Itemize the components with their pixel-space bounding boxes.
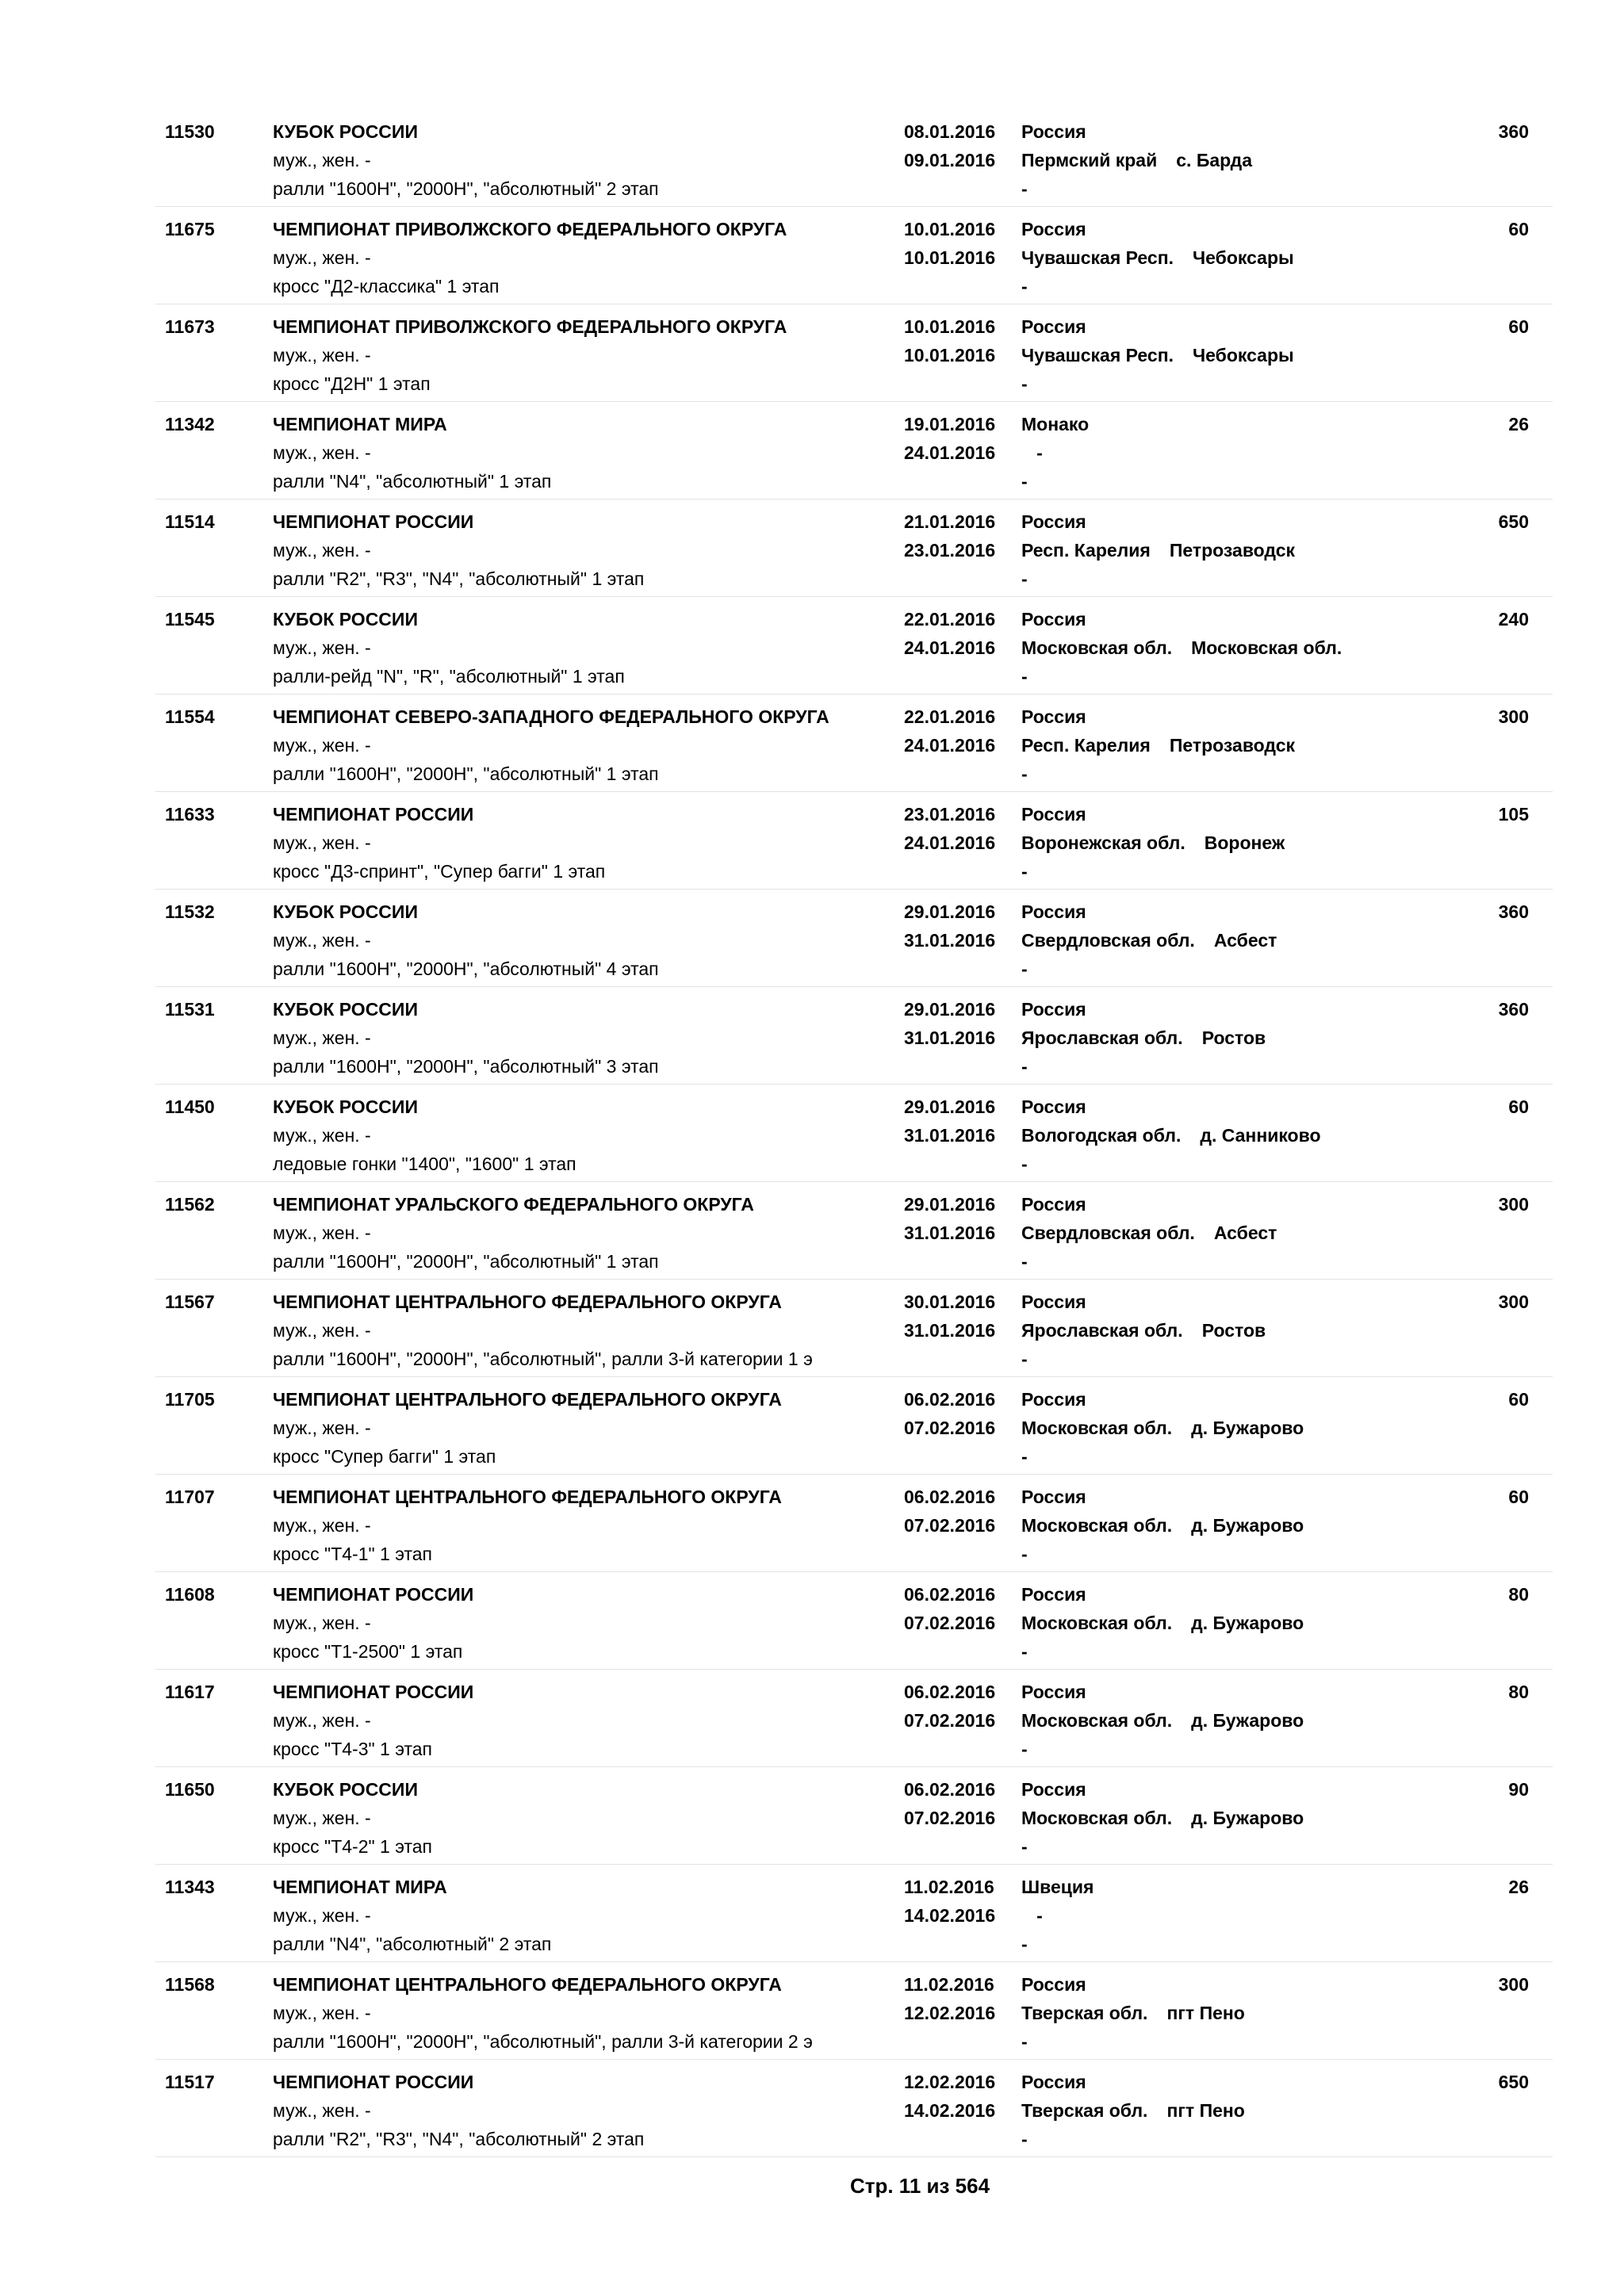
event-title: КУБОК РОССИИ bbox=[273, 901, 418, 922]
event-gender: муж., жен. - bbox=[273, 1320, 371, 1341]
event-country: Монако bbox=[1021, 414, 1090, 434]
event-dash: - bbox=[1021, 373, 1028, 394]
event-participants: 26 bbox=[1508, 414, 1529, 434]
event-row bbox=[155, 1670, 1553, 1767]
event-participants: 360 bbox=[1498, 121, 1529, 142]
event-row bbox=[155, 1767, 1553, 1865]
event-row bbox=[155, 499, 1553, 597]
event-place: Асбест bbox=[1213, 930, 1277, 951]
event-row bbox=[155, 597, 1553, 695]
event-discipline: кросс "Супер багги" 1 этап bbox=[273, 1446, 496, 1467]
event-region: Ярославская обл. bbox=[1021, 1320, 1183, 1341]
event-participants: 80 bbox=[1508, 1682, 1529, 1702]
event-location bbox=[1021, 1222, 1277, 1244]
event-gender: муж., жен. - bbox=[273, 930, 371, 951]
event-discipline: ралли "1600Н", "2000Н", "абсолютный", ралли 3-й категории 1 э bbox=[273, 1349, 813, 1369]
event-location bbox=[1021, 247, 1294, 269]
event-participants: 90 bbox=[1508, 1779, 1529, 1800]
event-country: Россия bbox=[1021, 511, 1086, 532]
event-participants: 60 bbox=[1508, 1096, 1529, 1117]
event-region: Чувашская Респ. bbox=[1021, 247, 1174, 268]
event-discipline: ралли "1600Н", "2000Н", "абсолютный", ралли 3-й категории 2 э bbox=[273, 2031, 813, 2052]
event-end-date: 07.02.2016 bbox=[904, 1808, 996, 1828]
event-discipline: ралли-рейд "N", "R", "абсолютный" 1 этап bbox=[273, 666, 625, 687]
event-region: Московская обл. bbox=[1021, 1418, 1173, 1438]
event-location bbox=[1021, 2099, 1245, 2122]
event-country: Россия bbox=[1021, 2072, 1086, 2092]
event-start-date: 11.02.2016 bbox=[904, 1877, 994, 1897]
event-row bbox=[155, 1377, 1553, 1475]
event-start-date: 06.02.2016 bbox=[904, 1487, 996, 1507]
event-location bbox=[1021, 734, 1295, 756]
event-country: Россия bbox=[1021, 1682, 1086, 1702]
event-region: Московская обл. bbox=[1021, 1808, 1173, 1828]
event-region: Свердловская обл. bbox=[1021, 930, 1195, 951]
event-id: 11343 bbox=[165, 1877, 215, 1897]
event-row bbox=[155, 1572, 1553, 1670]
event-location bbox=[1021, 929, 1277, 951]
event-discipline: кросс "Д2-классика" 1 этап bbox=[273, 276, 500, 297]
event-dash: - bbox=[1021, 1934, 1028, 1954]
event-id: 11650 bbox=[165, 1779, 215, 1800]
event-gender: муж., жен. - bbox=[273, 2100, 371, 2121]
event-location bbox=[1021, 1417, 1304, 1439]
event-discipline: ралли "N4", "абсолютный" 1 этап bbox=[273, 471, 552, 492]
event-gender: муж., жен. - bbox=[273, 1418, 371, 1438]
event-title: ЧЕМПИОНАТ ЦЕНТРАЛЬНОГО ФЕДЕРАЛЬНОГО ОКРУГА bbox=[273, 1487, 782, 1507]
event-place: д. Бужарово bbox=[1191, 1710, 1304, 1731]
event-region: Московская обл. bbox=[1021, 637, 1173, 658]
event-end-date: 07.02.2016 bbox=[904, 1418, 996, 1438]
event-dash: - bbox=[1021, 763, 1028, 784]
event-id: 11675 bbox=[165, 219, 215, 239]
event-title: ЧЕМПИОНАТ УРАЛЬСКОГО ФЕДЕРАЛЬНОГО ОКРУГА bbox=[273, 1194, 754, 1215]
event-gender: муж., жен. - bbox=[273, 1515, 371, 1536]
event-title: ЧЕМПИОНАТ ПРИВОЛЖСКОГО ФЕДЕРАЛЬНОГО ОКРУГА bbox=[273, 219, 787, 239]
event-start-date: 29.01.2016 bbox=[904, 1096, 996, 1117]
event-location bbox=[1021, 1124, 1321, 1146]
event-id: 11568 bbox=[165, 1974, 215, 1995]
event-country: Россия bbox=[1021, 1584, 1086, 1605]
event-discipline: кросс "Д3-спринт", "Супер багги" 1 этап bbox=[273, 861, 606, 882]
event-dash: - bbox=[1021, 666, 1028, 687]
event-region: Воронежская обл. bbox=[1021, 832, 1185, 853]
event-title: ЧЕМПИОНАТ СЕВЕРО-ЗАПАДНОГО ФЕДЕРАЛЬНОГО ОКРУГА bbox=[273, 706, 829, 727]
event-id: 11517 bbox=[165, 2072, 215, 2092]
event-location bbox=[1021, 2002, 1245, 2024]
event-row bbox=[155, 304, 1553, 402]
event-place: Ростов bbox=[1201, 1320, 1266, 1341]
event-location bbox=[1021, 344, 1294, 366]
event-location bbox=[1021, 1807, 1304, 1829]
event-place: Чебоксары bbox=[1193, 247, 1294, 268]
event-participants: 60 bbox=[1508, 1389, 1529, 1410]
event-id: 11562 bbox=[165, 1194, 215, 1215]
event-start-date: 21.01.2016 bbox=[904, 511, 996, 532]
event-location bbox=[1021, 1514, 1304, 1536]
event-row bbox=[155, 1962, 1553, 2060]
event-title: ЧЕМПИОНАТ МИРА bbox=[273, 414, 447, 434]
event-participants: 650 bbox=[1498, 2072, 1529, 2092]
event-participants: 650 bbox=[1498, 511, 1529, 532]
event-region: Вологодская обл. bbox=[1021, 1125, 1182, 1146]
event-region: Чувашская Респ. bbox=[1021, 345, 1174, 365]
event-start-date: 10.01.2016 bbox=[904, 316, 996, 337]
event-dash: - bbox=[1021, 1739, 1028, 1759]
event-end-date: 10.01.2016 bbox=[904, 345, 996, 365]
event-place: Воронеж bbox=[1204, 832, 1285, 853]
event-start-date: 22.01.2016 bbox=[904, 609, 996, 629]
event-start-date: 29.01.2016 bbox=[904, 999, 996, 1020]
event-title: ЧЕМПИОНАТ ЦЕНТРАЛЬНОГО ФЕДЕРАЛЬНОГО ОКРУГА bbox=[273, 1292, 782, 1312]
event-country: Россия bbox=[1021, 1487, 1086, 1507]
event-discipline: ралли "1600Н", "2000Н", "абсолютный" 1 этап bbox=[273, 1251, 659, 1272]
event-start-date: 08.01.2016 bbox=[904, 121, 996, 142]
event-end-date: 10.01.2016 bbox=[904, 247, 996, 268]
event-place: Петрозаводск bbox=[1169, 735, 1296, 756]
event-id: 11514 bbox=[165, 511, 215, 532]
event-dash: - bbox=[1021, 178, 1028, 199]
event-start-date: 12.02.2016 bbox=[904, 2072, 996, 2092]
page-footer: Стр. 11 из 564 bbox=[849, 2174, 990, 2198]
event-end-date: 07.02.2016 bbox=[904, 1710, 996, 1731]
event-start-date: 10.01.2016 bbox=[904, 219, 996, 239]
event-participants: 360 bbox=[1498, 901, 1529, 922]
event-place: Асбест bbox=[1213, 1223, 1277, 1243]
event-country: Россия bbox=[1021, 999, 1086, 1020]
event-location bbox=[1021, 1709, 1304, 1732]
event-location bbox=[1021, 637, 1342, 659]
event-gender: муж., жен. - bbox=[273, 1808, 371, 1828]
event-participants: 300 bbox=[1498, 1974, 1529, 1995]
event-location bbox=[1021, 1319, 1266, 1341]
event-id: 11617 bbox=[165, 1682, 215, 1702]
event-row bbox=[155, 402, 1553, 499]
event-discipline: ралли "1600Н", "2000Н", "абсолютный" 4 этап bbox=[273, 959, 659, 979]
event-row bbox=[155, 987, 1553, 1085]
event-gender: муж., жен. - bbox=[273, 247, 371, 268]
event-gender: муж., жен. - bbox=[273, 2003, 371, 2023]
event-country: Россия bbox=[1021, 1779, 1086, 1800]
event-place: Чебоксары bbox=[1193, 345, 1294, 365]
event-discipline: кросс "Д2Н" 1 этап bbox=[273, 373, 431, 394]
event-region: Московская обл. bbox=[1021, 1515, 1173, 1536]
event-region: Респ. Карелия bbox=[1021, 540, 1151, 561]
event-title: ЧЕМПИОНАТ ЦЕНТРАЛЬНОГО ФЕДЕРАЛЬНОГО ОКРУГА bbox=[273, 1974, 782, 1995]
event-row bbox=[155, 1475, 1553, 1572]
event-dash: - bbox=[1021, 568, 1028, 589]
event-region: Тверская обл. bbox=[1021, 2003, 1148, 2023]
event-end-date: 09.01.2016 bbox=[904, 150, 996, 170]
event-end-date: 24.01.2016 bbox=[904, 832, 996, 853]
event-country: Россия bbox=[1021, 316, 1086, 337]
event-gender: муж., жен. - bbox=[273, 150, 371, 170]
event-region: - bbox=[1021, 442, 1043, 463]
event-location bbox=[1021, 1027, 1266, 1049]
event-region: Московская обл. bbox=[1021, 1710, 1173, 1731]
event-place: пгт Пено bbox=[1166, 2003, 1245, 2023]
event-location bbox=[1021, 1612, 1304, 1634]
event-end-date: 31.01.2016 bbox=[904, 930, 996, 951]
event-gender: муж., жен. - bbox=[273, 1710, 371, 1731]
event-region: Респ. Карелия bbox=[1021, 735, 1151, 756]
event-end-date: 24.01.2016 bbox=[904, 735, 996, 756]
event-start-date: 19.01.2016 bbox=[904, 414, 996, 434]
event-end-date: 24.01.2016 bbox=[904, 442, 996, 463]
event-location bbox=[1021, 832, 1285, 854]
event-country: Россия bbox=[1021, 804, 1086, 825]
event-region: Тверская обл. bbox=[1021, 2100, 1148, 2121]
event-country: Россия bbox=[1021, 219, 1086, 239]
event-gender: муж., жен. - bbox=[273, 1027, 371, 1048]
event-row bbox=[155, 890, 1553, 987]
event-gender: муж., жен. - bbox=[273, 345, 371, 365]
event-dash: - bbox=[1021, 1544, 1028, 1564]
event-country: Россия bbox=[1021, 901, 1086, 922]
event-gender: муж., жен. - bbox=[273, 1613, 371, 1633]
event-dash: - bbox=[1021, 2129, 1028, 2149]
event-place: д. Санниково bbox=[1200, 1125, 1321, 1146]
event-title: ЧЕМПИОНАТ РОССИИ bbox=[273, 511, 474, 532]
event-start-date: 30.01.2016 bbox=[904, 1292, 996, 1312]
event-row bbox=[155, 2060, 1553, 2157]
event-location bbox=[1021, 149, 1252, 171]
event-region: Московская обл. bbox=[1021, 1613, 1173, 1633]
event-discipline: кросс "Т1-2500" 1 этап bbox=[273, 1641, 463, 1662]
event-participants: 300 bbox=[1498, 706, 1529, 727]
event-country: Россия bbox=[1021, 1194, 1086, 1215]
event-title: ЧЕМПИОНАТ МИРА bbox=[273, 1877, 447, 1897]
event-country: Россия bbox=[1021, 609, 1086, 629]
event-discipline: кросс "Т4-2" 1 этап bbox=[273, 1836, 432, 1857]
event-country: Россия bbox=[1021, 1292, 1086, 1312]
event-dash: - bbox=[1021, 1056, 1028, 1077]
event-title: ЧЕМПИОНАТ РОССИИ bbox=[273, 1584, 474, 1605]
event-dash: - bbox=[1021, 1154, 1028, 1174]
event-participants: 300 bbox=[1498, 1292, 1529, 1312]
event-start-date: 06.02.2016 bbox=[904, 1389, 996, 1410]
event-end-date: 14.02.2016 bbox=[904, 2100, 996, 2121]
event-participants: 26 bbox=[1508, 1877, 1529, 1897]
event-dash: - bbox=[1021, 1251, 1028, 1272]
event-place: д. Бужарово bbox=[1191, 1418, 1304, 1438]
event-row bbox=[155, 695, 1553, 792]
event-participants: 240 bbox=[1498, 609, 1529, 629]
event-discipline: кросс "Т4-3" 1 этап bbox=[273, 1739, 432, 1759]
event-title: КУБОК РОССИИ bbox=[273, 1779, 418, 1800]
event-discipline: ледовые гонки "1400", "1600" 1 этап bbox=[273, 1154, 576, 1174]
event-dash: - bbox=[1021, 861, 1028, 882]
event-end-date: 31.01.2016 bbox=[904, 1125, 996, 1146]
event-participants: 105 bbox=[1498, 804, 1529, 825]
event-row bbox=[155, 1182, 1553, 1280]
event-country: Россия bbox=[1021, 1389, 1086, 1410]
event-gender: муж., жен. - bbox=[273, 1905, 371, 1926]
event-start-date: 29.01.2016 bbox=[904, 901, 996, 922]
event-place: д. Бужарово bbox=[1191, 1808, 1304, 1828]
event-dash: - bbox=[1021, 471, 1028, 492]
event-participants: 60 bbox=[1508, 316, 1529, 337]
event-country: Россия bbox=[1021, 1974, 1086, 1995]
event-row bbox=[155, 792, 1553, 890]
event-title: КУБОК РОССИИ bbox=[273, 121, 418, 142]
event-region: Ярославская обл. bbox=[1021, 1027, 1183, 1048]
event-discipline: ралли "1600Н", "2000Н", "абсолютный" 2 этап bbox=[273, 178, 659, 199]
event-row bbox=[155, 109, 1553, 207]
event-participants: 300 bbox=[1498, 1194, 1529, 1215]
event-dash: - bbox=[1021, 1836, 1028, 1857]
event-region: Пермский край bbox=[1021, 150, 1158, 170]
event-participants: 360 bbox=[1498, 999, 1529, 1020]
event-discipline: ралли "N4", "абсолютный" 2 этап bbox=[273, 1934, 552, 1954]
event-gender: муж., жен. - bbox=[273, 1223, 371, 1243]
event-country: Россия bbox=[1021, 706, 1086, 727]
event-title: ЧЕМПИОНАТ ЦЕНТРАЛЬНОГО ФЕДЕРАЛЬНОГО ОКРУГА bbox=[273, 1389, 782, 1410]
event-start-date: 11.02.2016 bbox=[904, 1974, 994, 1995]
event-region: - bbox=[1021, 1905, 1043, 1926]
events-table bbox=[155, 109, 1553, 2157]
event-participants: 60 bbox=[1508, 219, 1529, 239]
event-start-date: 23.01.2016 bbox=[904, 804, 996, 825]
event-place: Петрозаводск bbox=[1169, 540, 1296, 561]
event-gender: муж., жен. - bbox=[273, 637, 371, 658]
event-title: КУБОК РОССИИ bbox=[273, 1096, 418, 1117]
event-place: с. Барда bbox=[1176, 150, 1253, 170]
event-gender: муж., жен. - bbox=[273, 1125, 371, 1146]
event-start-date: 29.01.2016 bbox=[904, 1194, 996, 1215]
event-title: ЧЕМПИОНАТ ПРИВОЛЖСКОГО ФЕДЕРАЛЬНОГО ОКРУГА bbox=[273, 316, 787, 337]
event-id: 11554 bbox=[165, 706, 215, 727]
event-id: 11567 bbox=[165, 1292, 215, 1312]
event-row bbox=[155, 207, 1553, 304]
event-title: КУБОК РОССИИ bbox=[273, 999, 418, 1020]
event-end-date: 12.02.2016 bbox=[904, 2003, 996, 2023]
event-country: Россия bbox=[1021, 1096, 1086, 1117]
event-dash: - bbox=[1021, 2031, 1028, 2052]
event-participants: 80 bbox=[1508, 1584, 1529, 1605]
event-gender: муж., жен. - bbox=[273, 735, 371, 756]
event-row bbox=[155, 1280, 1553, 1377]
event-place: д. Бужарово bbox=[1191, 1515, 1304, 1536]
event-discipline: кросс "Т4-1" 1 этап bbox=[273, 1544, 432, 1564]
event-discipline: ралли "1600Н", "2000Н", "абсолютный" 1 этап bbox=[273, 763, 659, 784]
event-dash: - bbox=[1021, 276, 1028, 297]
event-title: ЧЕМПИОНАТ РОССИИ bbox=[273, 2072, 474, 2092]
event-participants: 60 bbox=[1508, 1487, 1529, 1507]
event-region: Свердловская обл. bbox=[1021, 1223, 1195, 1243]
event-dash: - bbox=[1021, 1446, 1028, 1467]
event-end-date: 14.02.2016 bbox=[904, 1905, 996, 1926]
event-gender: муж., жен. - bbox=[273, 832, 371, 853]
event-dash: - bbox=[1021, 959, 1028, 979]
event-discipline: ралли "R2", "R3", "N4", "абсолютный" 2 этап bbox=[273, 2129, 645, 2149]
event-place: Московская обл. bbox=[1191, 637, 1342, 658]
event-start-date: 06.02.2016 bbox=[904, 1682, 996, 1702]
event-id: 11705 bbox=[165, 1389, 215, 1410]
event-place: д. Бужарово bbox=[1191, 1613, 1304, 1633]
event-discipline: ралли "1600Н", "2000Н", "абсолютный" 3 этап bbox=[273, 1056, 659, 1077]
event-discipline: ралли "R2", "R3", "N4", "абсолютный" 1 этап bbox=[273, 568, 645, 589]
event-end-date: 07.02.2016 bbox=[904, 1515, 996, 1536]
event-end-date: 31.01.2016 bbox=[904, 1027, 996, 1048]
event-id: 11608 bbox=[165, 1584, 215, 1605]
event-start-date: 06.02.2016 bbox=[904, 1779, 996, 1800]
event-start-date: 06.02.2016 bbox=[904, 1584, 996, 1605]
event-location bbox=[1021, 1904, 1062, 1927]
event-dash: - bbox=[1021, 1641, 1028, 1662]
event-gender: муж., жен. - bbox=[273, 442, 371, 463]
event-country: Швеция bbox=[1021, 1877, 1094, 1897]
event-dash: - bbox=[1021, 1349, 1028, 1369]
event-country: Россия bbox=[1021, 121, 1086, 142]
event-place: Ростов bbox=[1201, 1027, 1266, 1048]
event-end-date: 31.01.2016 bbox=[904, 1320, 996, 1341]
event-id: 11707 bbox=[165, 1487, 215, 1507]
event-row bbox=[155, 1085, 1553, 1182]
event-gender: муж., жен. - bbox=[273, 540, 371, 561]
event-location bbox=[1021, 539, 1295, 561]
event-title: ЧЕМПИОНАТ РОССИИ bbox=[273, 1682, 474, 1702]
event-id: 11530 bbox=[165, 121, 215, 142]
event-start-date: 22.01.2016 bbox=[904, 706, 996, 727]
event-title: ЧЕМПИОНАТ РОССИИ bbox=[273, 804, 474, 825]
event-id: 11633 bbox=[165, 804, 215, 825]
event-id: 11673 bbox=[165, 316, 215, 337]
event-end-date: 07.02.2016 bbox=[904, 1613, 996, 1633]
event-end-date: 31.01.2016 bbox=[904, 1223, 996, 1243]
event-place: пгт Пено bbox=[1166, 2100, 1245, 2121]
event-row bbox=[155, 1865, 1553, 1962]
event-title: КУБОК РОССИИ bbox=[273, 609, 418, 629]
event-id: 11545 bbox=[165, 609, 215, 629]
event-id: 11532 bbox=[165, 901, 215, 922]
event-end-date: 23.01.2016 bbox=[904, 540, 996, 561]
event-end-date: 24.01.2016 bbox=[904, 637, 996, 658]
event-id: 11342 bbox=[165, 414, 215, 434]
event-id: 11531 bbox=[165, 999, 215, 1020]
event-id: 11450 bbox=[165, 1096, 215, 1117]
event-location bbox=[1021, 442, 1062, 464]
